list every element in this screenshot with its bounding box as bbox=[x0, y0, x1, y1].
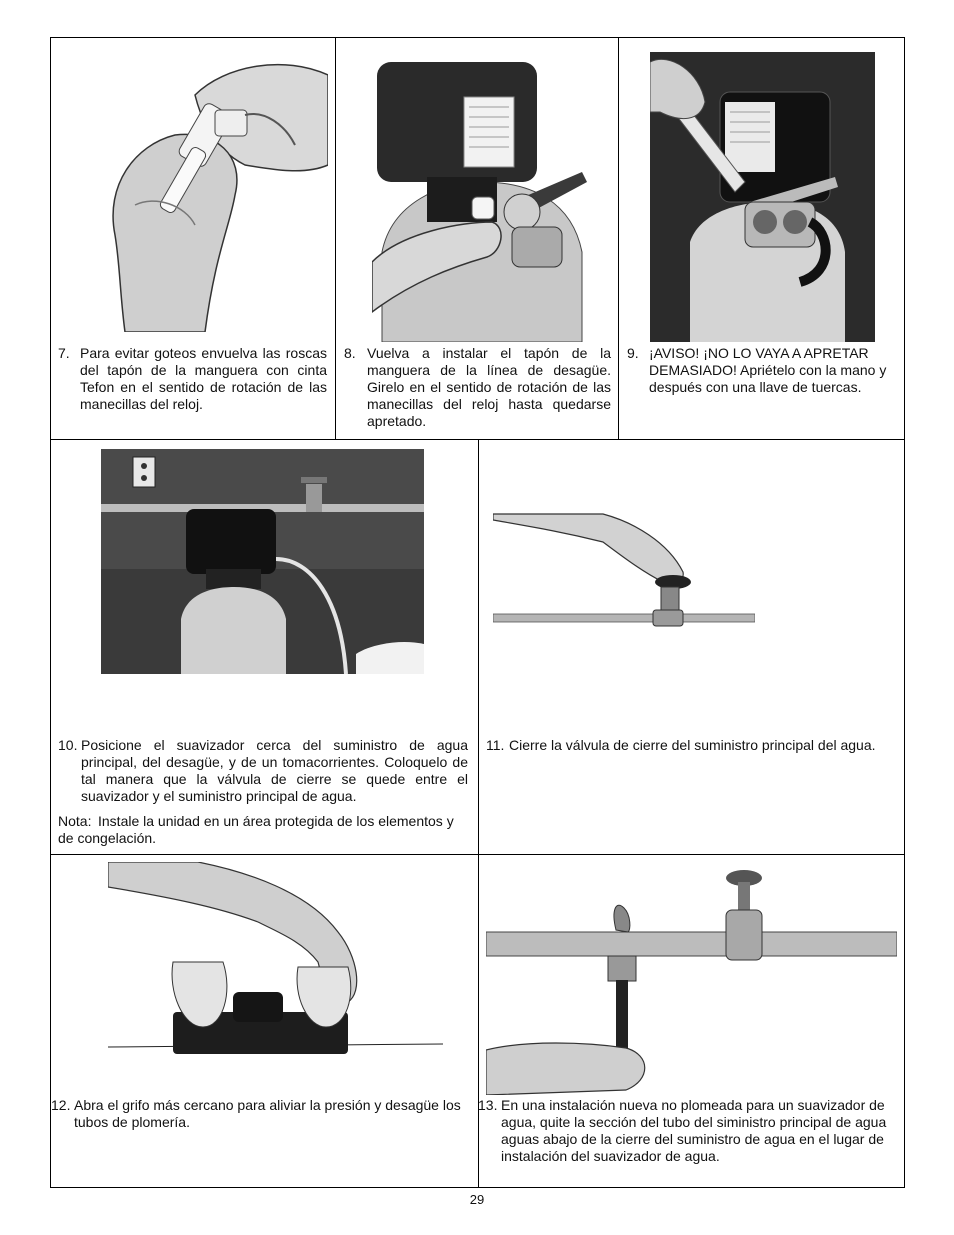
step-number: 10. bbox=[58, 737, 78, 753]
photo-step-13 bbox=[486, 870, 897, 1095]
step-text: Vuelva a instalar el tapón de la manguera de la línea de desagüe. Girelo en el sentido de rotación de las manecillas del reloj hasta quedarse apretado. bbox=[367, 345, 611, 429]
step-12-caption bbox=[51, 1097, 469, 1131]
valve-cap-illustration bbox=[372, 52, 590, 342]
softener-placement-illustration bbox=[101, 449, 424, 674]
close-valve-illustration bbox=[493, 512, 755, 634]
step-text: ¡AVISO! ¡NO LO VAYA A APRETAR DEMASIADO! Apriételo con la mano y después con una llave de tuercas. bbox=[649, 345, 887, 395]
step-11-caption bbox=[486, 737, 897, 754]
note-caption bbox=[58, 813, 468, 847]
step-9-caption bbox=[627, 345, 895, 396]
step-8-caption bbox=[344, 345, 611, 430]
step-text: Posicione el suavizador cerca del suministro de agua principal, del desagüe, y de un tomacorrientes. Coloquelo de tal manera que la válvula de cierre se quede entre el suavizador y el suministro principal de agua. bbox=[81, 737, 468, 804]
step-text: Cierre la válvula de cierre del suministro principal del agua. bbox=[509, 737, 876, 753]
wrench-valve-illustration bbox=[650, 52, 875, 342]
step-text: Abra el grifo más cercano para aliviar la presión y desagüe los tubos de plomería. bbox=[74, 1097, 461, 1130]
page-number: 29 bbox=[469, 1192, 485, 1207]
photo-step-7 bbox=[95, 55, 328, 332]
step-number: 12. bbox=[51, 1097, 71, 1113]
note-label: Nota: bbox=[58, 813, 92, 829]
step-7-caption bbox=[58, 345, 327, 413]
photo-step-9 bbox=[650, 52, 875, 342]
step-text: Para evitar goteos envuelva las roscas del tapón de la manguera con cinta Tefon en el sentido de rotación de las manecillas del reloj. bbox=[80, 345, 327, 412]
divider bbox=[478, 439, 479, 1188]
step-10-caption bbox=[58, 737, 468, 805]
hand-tape-illustration bbox=[95, 55, 328, 332]
photo-step-10 bbox=[101, 449, 424, 674]
photo-step-8 bbox=[372, 52, 590, 342]
step-number: 8. bbox=[344, 345, 356, 361]
faucet-illustration bbox=[108, 862, 443, 1060]
photo-step-12 bbox=[108, 862, 443, 1060]
divider bbox=[50, 854, 905, 855]
pipe-section-illustration bbox=[486, 870, 897, 1095]
photo-step-11 bbox=[493, 512, 755, 634]
step-number: 7. bbox=[58, 345, 70, 361]
step-text: En una instalación nueva no plomeada para un suavizador de agua, quite la sección del tubo del siministro principal de agua aguas abajo de la cierre del suministro de agua en el lugar de instalación del suavizador de agua. bbox=[501, 1097, 887, 1164]
step-number: 11. bbox=[486, 737, 505, 753]
note-text: Instale la unidad en un área protegida de los elementos y de congelación. bbox=[58, 813, 454, 846]
step-13-caption bbox=[478, 1097, 898, 1165]
step-number: 9. bbox=[627, 345, 639, 361]
step-number: 13. bbox=[478, 1097, 498, 1113]
divider bbox=[335, 37, 336, 439]
divider bbox=[618, 37, 619, 439]
